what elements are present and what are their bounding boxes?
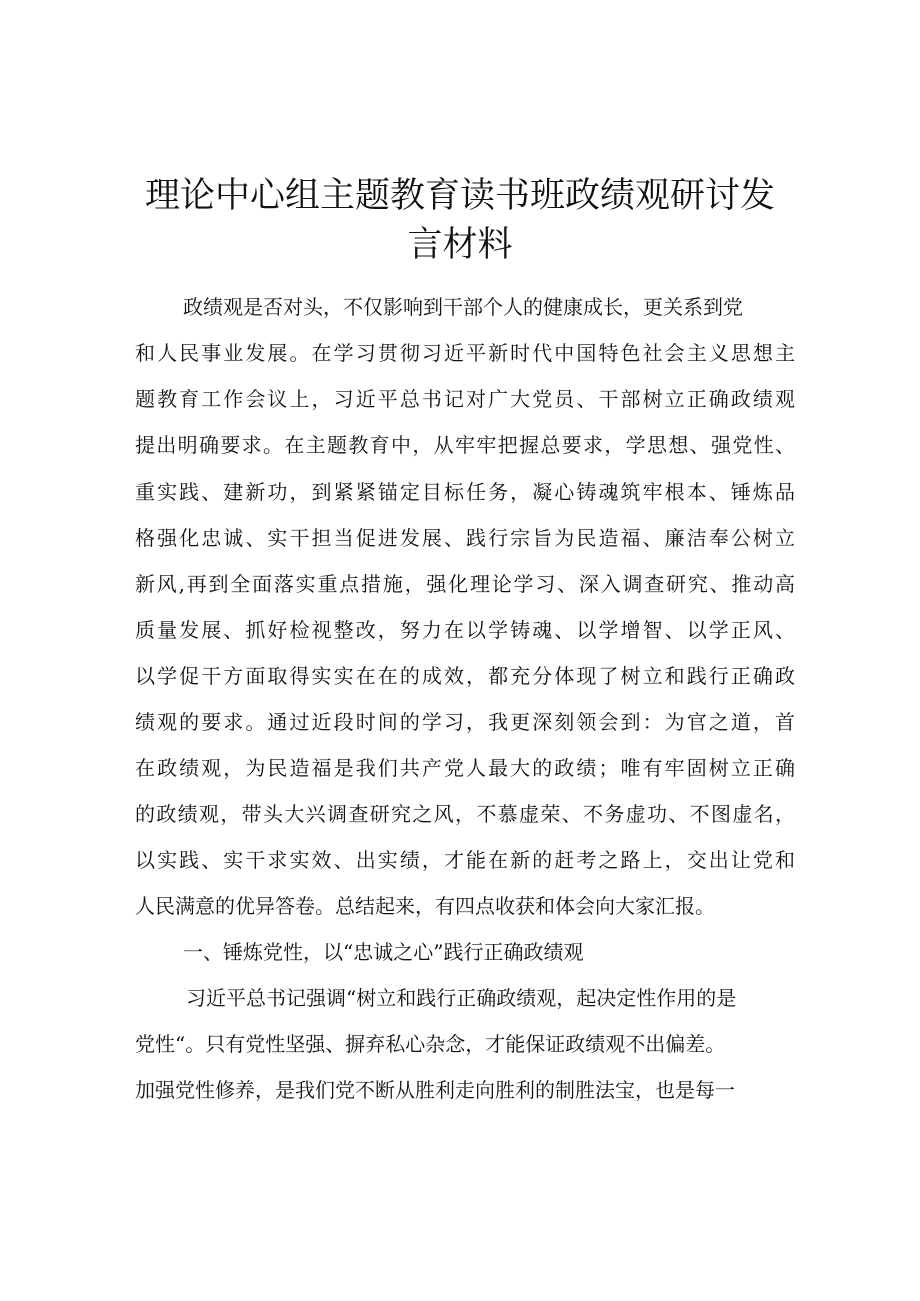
paragraph-1-line-5: 重实践、建新功，到紧紧锚定目标任务，凝心铸魂筑牢根本、锤炼品 — [135, 480, 795, 504]
paragraph-2-line-3: 加强党性修养，是我们党不断从胜利走向胜利的制胜法宝，也是每一 — [135, 1078, 735, 1102]
paragraph-2-line-1: 习近平总书记强调“树立和践行正确政绩观，起决定性作用的是 — [186, 986, 737, 1010]
section-heading-1: 一、锤炼党性，以“忠诚之心”践行正确政绩观 — [183, 940, 584, 964]
paragraph-1-line-8: 质量发展、抓好检视整改，努力在以学铸魂、以学增智、以学正风、 — [135, 618, 795, 642]
paragraph-1-line-4: 提出明确要求。在主题教育中，从牢牢把握总要求，学思想、强党性、 — [135, 433, 795, 457]
paragraph-1-line-12: 的政绩观，带头大兴调查研究之风，不慕虚荣、不务虚功、不图虚名， — [135, 802, 795, 826]
document-title-line-2: 言材料 — [407, 225, 513, 265]
paragraph-1-line-10: 绩观的要求。通过近段时间的学习，我更深刻领会到：为官之道，首 — [135, 710, 795, 734]
paragraph-1-line-14: 人民满意的优异答卷。总结起来，有四点收获和体会向大家汇报。 — [135, 894, 715, 918]
paragraph-1-line-9: 以学促干方面取得实实在在的成效，都充分体现了树立和践行正确政 — [135, 664, 795, 688]
paragraph-2-line-2: 党性“。只有党性坚强、摒弃私心杂念，才能保证政绩观不出偏差。 — [135, 1032, 726, 1056]
paragraph-1-line-11: 在政绩观，为民造福是我们共产党人最大的政绩；唯有牢固树立正确 — [135, 756, 795, 780]
paragraph-1-line-1: 政绩观是否对头，不仅影响到干部个人的健康成长，更关系到党 — [183, 295, 743, 319]
paragraph-1-line-13: 以实践、实干求实效、出实绩，才能在新的赶考之路上，交出让党和 — [135, 848, 795, 872]
paragraph-1-line-7: 新风,再到全面落实重点措施，强化理论学习、深入调查研究、推动高 — [135, 572, 795, 596]
document-title-line-1: 理论中心组主题教育读书班政绩观研讨发 — [144, 176, 775, 216]
paragraph-1-line-2: 和人民事业发展。在学习贯彻习近平新时代中国特色社会主义思想主 — [135, 341, 795, 365]
paragraph-1-line-3: 题教育工作会议上，习近平总书记对广大党员、干部树立正确政绩观 — [135, 387, 795, 411]
paragraph-1-line-6: 格强化忠诚、实干担当促进发展、践行宗旨为民造福、廉洁奉公树立 — [135, 526, 795, 550]
